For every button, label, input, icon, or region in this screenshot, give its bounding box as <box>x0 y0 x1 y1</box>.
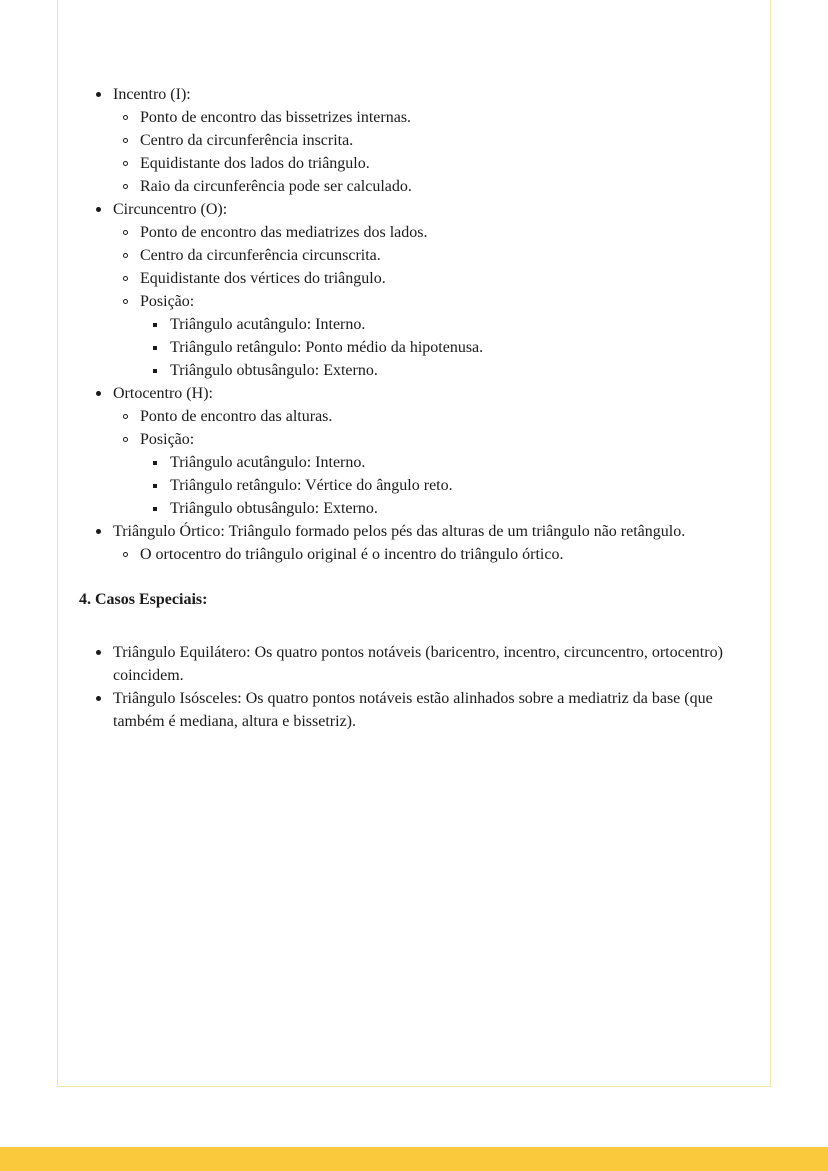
list-item-text: Centro da circunferência circunscrita. <box>140 247 381 264</box>
bullet-square-icon <box>153 497 170 511</box>
section-heading: 4. Casos Especiais: <box>79 591 208 608</box>
list-item <box>58 359 744 382</box>
list-item-text: Equidistante dos lados do triângulo. <box>140 155 370 172</box>
list-item-text: Triângulo retângulo: Ponto médio da hipotenusa. <box>170 339 484 356</box>
bottom-accent-bar <box>0 1147 828 1171</box>
list-item <box>58 497 744 520</box>
list-item <box>58 129 744 152</box>
bullet-square-icon <box>153 313 170 327</box>
bullet-disc-icon <box>96 198 113 212</box>
page-content <box>58 0 770 733</box>
bullet-circle-icon <box>123 267 140 281</box>
list-item <box>58 382 744 405</box>
list-item <box>58 336 744 359</box>
list-item-text: Centro da circunferência inscrita. <box>140 132 354 149</box>
list-item <box>58 641 744 687</box>
list-item <box>58 175 744 198</box>
list-item-text: Triângulo acutângulo: Interno. <box>170 454 366 471</box>
list-item <box>58 290 744 313</box>
bullet-disc-icon <box>96 382 113 396</box>
bullet-disc-icon <box>96 520 113 534</box>
notable-points-list <box>58 83 744 566</box>
bullet-square-icon <box>153 336 170 350</box>
list-item-text: Ponto de encontro das mediatrizes dos lados. <box>140 224 428 241</box>
list-item-text: Triângulo obtusângulo: Externo. <box>170 500 378 517</box>
bullet-circle-icon <box>123 428 140 442</box>
list-item-text: Ponto de encontro das bissetrizes internas. <box>140 109 412 126</box>
list-item-text: Triângulo retângulo: Vértice do ângulo reto. <box>170 477 453 494</box>
bullet-circle-icon <box>123 543 140 557</box>
bullet-circle-icon <box>123 405 140 419</box>
bullet-circle-icon <box>123 221 140 235</box>
list-item-text: Triângulo acutângulo: Interno. <box>170 316 366 333</box>
list-item <box>58 405 744 428</box>
bullet-circle-icon <box>123 290 140 304</box>
list-item-text: Triângulo Equilátero: Os quatro pontos notáveis (baricentro, incentro, circuncentro, ortocentro) coincidem. <box>113 644 723 684</box>
list-item <box>58 267 744 290</box>
bullet-disc-icon <box>96 687 113 701</box>
list-item <box>58 221 744 244</box>
list-item-text: Ortocentro (H): <box>113 385 213 402</box>
list-item <box>58 543 744 566</box>
list-item-text: Triângulo Isósceles: Os quatro pontos notáveis estão alinhados sobre a mediatriz da base (que também é mediana, altura e bissetriz). <box>113 690 713 730</box>
list-item <box>58 474 744 497</box>
list-item-text: Posição: <box>140 431 195 448</box>
document-page <box>57 0 771 1087</box>
bullet-circle-icon <box>123 244 140 258</box>
bullet-circle-icon <box>123 152 140 166</box>
list-item <box>58 244 744 267</box>
list-item-text: Equidistante dos vértices do triângulo. <box>140 270 386 287</box>
list-item <box>58 451 744 474</box>
list-item <box>58 152 744 175</box>
list-item-text: O ortocentro do triângulo original é o incentro do triângulo órtico. <box>140 546 564 563</box>
bullet-square-icon <box>153 474 170 488</box>
list-item-text: Triângulo Órtico: Triângulo formado pelos pés das alturas de um triângulo não retângulo. <box>113 523 686 540</box>
list-item-text: Raio da circunferência pode ser calculado. <box>140 178 412 195</box>
list-item <box>58 106 744 129</box>
list-item-text: Ponto de encontro das alturas. <box>140 408 333 425</box>
bullet-circle-icon <box>123 175 140 189</box>
list-item <box>58 198 744 221</box>
list-item-text: Circuncentro (O): <box>113 201 228 218</box>
list-item <box>58 687 744 733</box>
bullet-square-icon <box>153 451 170 465</box>
bullet-disc-icon <box>96 641 113 655</box>
bullet-square-icon <box>153 359 170 373</box>
list-item <box>58 428 744 451</box>
list-item <box>58 83 744 106</box>
bullet-circle-icon <box>123 106 140 120</box>
bullet-disc-icon <box>96 83 113 97</box>
list-item <box>58 313 744 336</box>
list-item-text: Posição: <box>140 293 195 310</box>
list-item <box>58 520 744 543</box>
list-item-text: Incentro (I): <box>113 86 191 103</box>
bullet-circle-icon <box>123 129 140 143</box>
list-item-text: Triângulo obtusângulo: Externo. <box>170 362 378 379</box>
special-cases-list <box>58 641 744 733</box>
